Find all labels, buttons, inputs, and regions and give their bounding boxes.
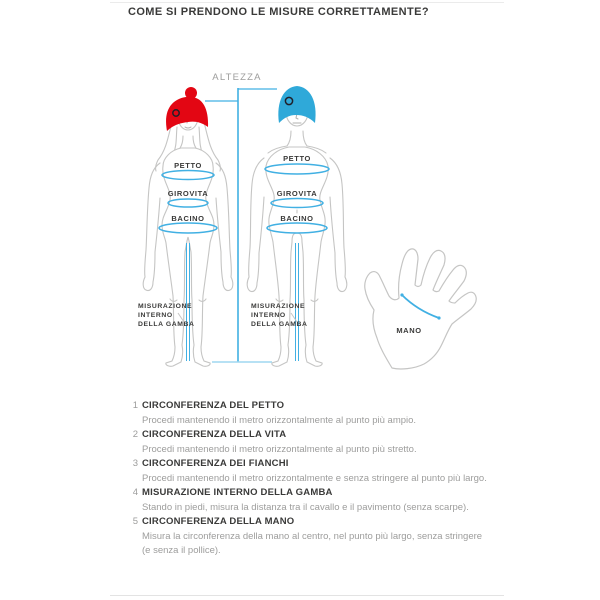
item-number: 1 [132, 400, 138, 411]
item-description: Procedi mantenendo il metro orizzontalmente e senza stringere al punto più largo. [142, 472, 487, 484]
item-number: 4 [132, 487, 138, 498]
item-description: Misura la circonferenza della mano al centro, nel punto più largo, senza stringere (e senza il pollice). [142, 530, 483, 556]
item-number: 5 [132, 516, 138, 527]
female-body-outline [162, 148, 214, 366]
bottom-divider [110, 595, 504, 596]
item-heading: MISURAZIONE INTERNO DELLA GAMBA [142, 487, 333, 498]
male-hip-label: BACINO [280, 214, 314, 223]
item-description: Procedi mantenendo il metro orizzontalmente al punto più stretto. [142, 443, 417, 455]
female-chest-label: PETTO [174, 161, 202, 170]
height-label: ALTEZZA [212, 72, 262, 83]
list-item [127, 428, 489, 457]
item-heading: CIRCONFERENZA DEL PETTO [142, 400, 285, 411]
male-inseam-label [251, 303, 308, 328]
svg-text:INTERNO: INTERNO [251, 312, 286, 319]
male-chest-label: PETTO [283, 154, 311, 163]
svg-text:MISURAZIONE: MISURAZIONE [138, 303, 193, 310]
list-item [127, 399, 489, 428]
list-item [127, 515, 489, 559]
male-left-arm [247, 158, 264, 292]
list-item [127, 486, 489, 515]
list-item [127, 457, 489, 486]
item-number: 2 [132, 429, 138, 440]
item-description: Stando in piedi, misura la distanza tra il cavallo e il pavimento (senza scarpe). [142, 501, 469, 513]
item-description: Procedi mantenendo il metro orizzontalmente al punto più ampio. [142, 414, 417, 426]
item-heading: CIRCONFERENZA DELLA MANO [142, 516, 295, 527]
female-right-arm [216, 163, 233, 291]
female-hip-label: BACINO [171, 214, 205, 223]
svg-text:DELLA GAMBA: DELLA GAMBA [138, 321, 195, 328]
male-body-outline [266, 147, 328, 366]
item-number: 3 [132, 458, 138, 469]
male-waist-label: GIROVITA [276, 189, 318, 198]
svg-text:MISURAZIONE: MISURAZIONE [251, 303, 306, 310]
male-right-arm [330, 158, 347, 292]
page-title: COME SI PRENDONO LE MISURE CORRETTAMENTE? [128, 6, 429, 18]
instructions-list [127, 399, 489, 559]
hand-illustration [365, 249, 477, 369]
svg-text:DELLA GAMBA: DELLA GAMBA [251, 321, 308, 328]
female-left-arm [143, 163, 160, 291]
hand-label: MANO [396, 326, 422, 335]
item-heading: CIRCONFERENZA DELLA VITA [142, 429, 287, 440]
svg-text:INTERNO: INTERNO [138, 312, 173, 319]
female-waist-label: GIROVITA [167, 189, 209, 198]
item-heading: CIRCONFERENZA DEI FIANCHI [142, 458, 289, 469]
